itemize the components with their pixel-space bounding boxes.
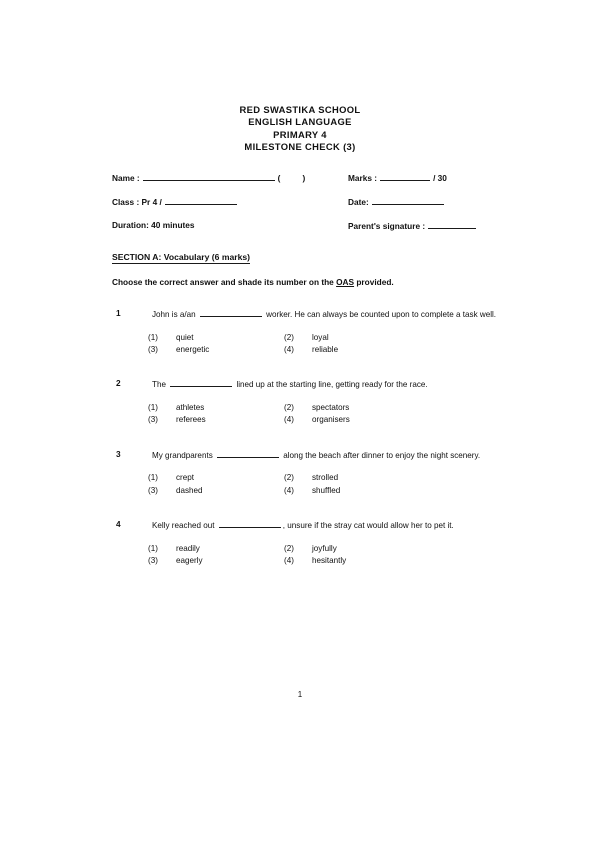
student-particulars: [112, 172, 492, 244]
particulars-row-name: [112, 172, 492, 196]
class-field-group: [112, 196, 240, 207]
date-input-line[interactable]: [372, 196, 444, 205]
option-label: (2): [284, 543, 294, 553]
option-label: (2): [284, 402, 294, 412]
question-number: 1: [116, 308, 121, 318]
section-a-instruction: [112, 277, 394, 287]
instruction-text-before: Choose the correct answer and shade its number on the: [112, 277, 337, 287]
question-stem: [152, 378, 508, 392]
question-stem-before: Kelly reached out: [152, 521, 215, 531]
duration-group: [112, 220, 195, 230]
parent-signature-group: [348, 220, 479, 231]
option-text: eagerly: [176, 556, 203, 566]
option-text: crept: [176, 473, 194, 483]
index-number-input-line[interactable]: [283, 173, 299, 181]
question-stem-before: The: [152, 380, 166, 390]
option-label: (4): [284, 415, 294, 425]
option-label: (4): [284, 344, 294, 354]
question-list: [0, 308, 600, 577]
question-stem: [152, 449, 508, 463]
option-grid: [148, 472, 600, 497]
option-row: [148, 402, 600, 414]
option-label: (1): [148, 543, 158, 553]
marks-label: Marks :: [348, 173, 378, 183]
option-choice[interactable]: [284, 472, 338, 484]
option-row: [148, 414, 600, 426]
option-label: (4): [284, 485, 294, 495]
option-row: [148, 332, 600, 344]
date-label: Date:: [348, 197, 369, 207]
option-choice[interactable]: [148, 485, 203, 497]
answer-blank[interactable]: [217, 449, 279, 458]
marks-total-label: / 30: [433, 173, 447, 183]
option-text: strolled: [312, 473, 339, 483]
option-choice[interactable]: [148, 344, 209, 356]
option-text: quiet: [176, 332, 194, 342]
option-text: organisers: [312, 415, 350, 425]
option-choice[interactable]: [284, 402, 349, 414]
option-text: spectators: [312, 402, 350, 412]
question-stem: [152, 308, 508, 322]
index-paren-open: (: [277, 173, 281, 183]
option-text: reliable: [312, 344, 339, 354]
question-stem-after: worker. He can always be counted upon to complete a task well.: [266, 310, 497, 319]
level-name: PRIMARY 4: [273, 128, 327, 140]
question-item: [0, 308, 600, 356]
duration-label: Duration: 40 minutes: [112, 220, 195, 230]
option-row: [148, 485, 600, 497]
question-stem: [152, 519, 508, 533]
option-label: (4): [284, 556, 294, 566]
page-number: 1: [297, 690, 303, 699]
answer-blank[interactable]: [200, 308, 262, 317]
question-item: [0, 378, 600, 426]
option-text: dashed: [176, 485, 203, 495]
option-choice[interactable]: [284, 414, 350, 426]
instruction-text-after: provided.: [354, 277, 394, 287]
option-text: athletes: [176, 402, 205, 412]
option-label: (3): [148, 344, 158, 354]
option-grid: [148, 332, 600, 357]
parent-signature-label: Parent's signature :: [348, 221, 426, 231]
question-item: [0, 519, 600, 567]
option-label: (2): [284, 332, 294, 342]
question-number: 4: [116, 519, 121, 530]
option-choice[interactable]: [148, 555, 203, 567]
date-field-group: [348, 196, 447, 207]
option-label: (3): [148, 485, 158, 495]
option-text: joyfully: [312, 543, 337, 553]
option-text: readily: [176, 543, 200, 553]
marks-input-line[interactable]: [380, 172, 430, 181]
option-label: (1): [148, 332, 158, 342]
option-label: (3): [148, 556, 158, 566]
option-choice[interactable]: [148, 472, 194, 484]
name-label: Name :: [112, 173, 140, 183]
option-row: [148, 344, 600, 356]
option-grid: [148, 402, 600, 427]
option-text: loyal: [312, 332, 329, 342]
question-stem-after: , unsure if the stray cat would allow her to pet it.: [282, 521, 454, 531]
marks-field-group: [348, 172, 447, 183]
question-stem-before: John is a/an: [152, 310, 196, 319]
option-choice[interactable]: [284, 555, 346, 567]
option-text: shuffled: [312, 485, 341, 495]
instruction-oas-term: OAS: [336, 277, 355, 287]
question-item: [0, 449, 600, 497]
section-a-heading: [112, 252, 250, 262]
question-stem-before: My grandparents: [152, 450, 213, 460]
option-choice[interactable]: [284, 485, 340, 497]
option-label: (1): [148, 473, 158, 483]
option-choice[interactable]: [148, 414, 206, 426]
option-row: [148, 543, 600, 555]
option-label: (1): [148, 402, 158, 412]
document-header: [0, 104, 600, 154]
option-row: [148, 472, 600, 484]
option-label: (2): [284, 473, 294, 483]
name-field-group: [112, 172, 305, 183]
question-number: 3: [116, 448, 121, 459]
option-text: energetic: [176, 344, 210, 354]
option-row: [148, 555, 600, 567]
class-label: Class : Pr 4 /: [112, 197, 162, 207]
school-name: RED SWASTIKA SCHOOL: [239, 104, 361, 115]
name-input-line[interactable]: [143, 172, 275, 181]
option-text: referees: [176, 415, 206, 425]
option-label: (3): [148, 415, 158, 425]
index-paren-close: ): [302, 173, 306, 183]
option-choice[interactable]: [148, 402, 204, 414]
option-choice[interactable]: [148, 543, 200, 555]
option-choice[interactable]: [284, 344, 338, 356]
section-a-heading-text: SECTION A: Vocabulary (6 marks): [112, 252, 251, 262]
option-choice[interactable]: [148, 332, 194, 344]
subject-name: ENGLISH LANGUAGE: [248, 116, 352, 128]
particulars-row-class: [112, 196, 492, 220]
assessment-name: MILESTONE CHECK (3): [244, 141, 356, 153]
particulars-row-duration: [112, 220, 492, 244]
option-choice[interactable]: [284, 543, 337, 555]
question-number: 2: [116, 378, 121, 389]
option-choice[interactable]: [284, 332, 329, 344]
question-stem-after: lined up at the starting line, getting ready for the race.: [236, 380, 428, 390]
question-stem-after: along the beach after dinner to enjoy the night scenery.: [283, 450, 481, 460]
parent-signature-input-line[interactable]: [428, 220, 476, 229]
class-input-line[interactable]: [165, 196, 237, 205]
option-text: hesitantly: [312, 556, 347, 566]
answer-blank[interactable]: [219, 519, 281, 528]
answer-blank[interactable]: [170, 378, 232, 387]
option-grid: [148, 543, 600, 568]
